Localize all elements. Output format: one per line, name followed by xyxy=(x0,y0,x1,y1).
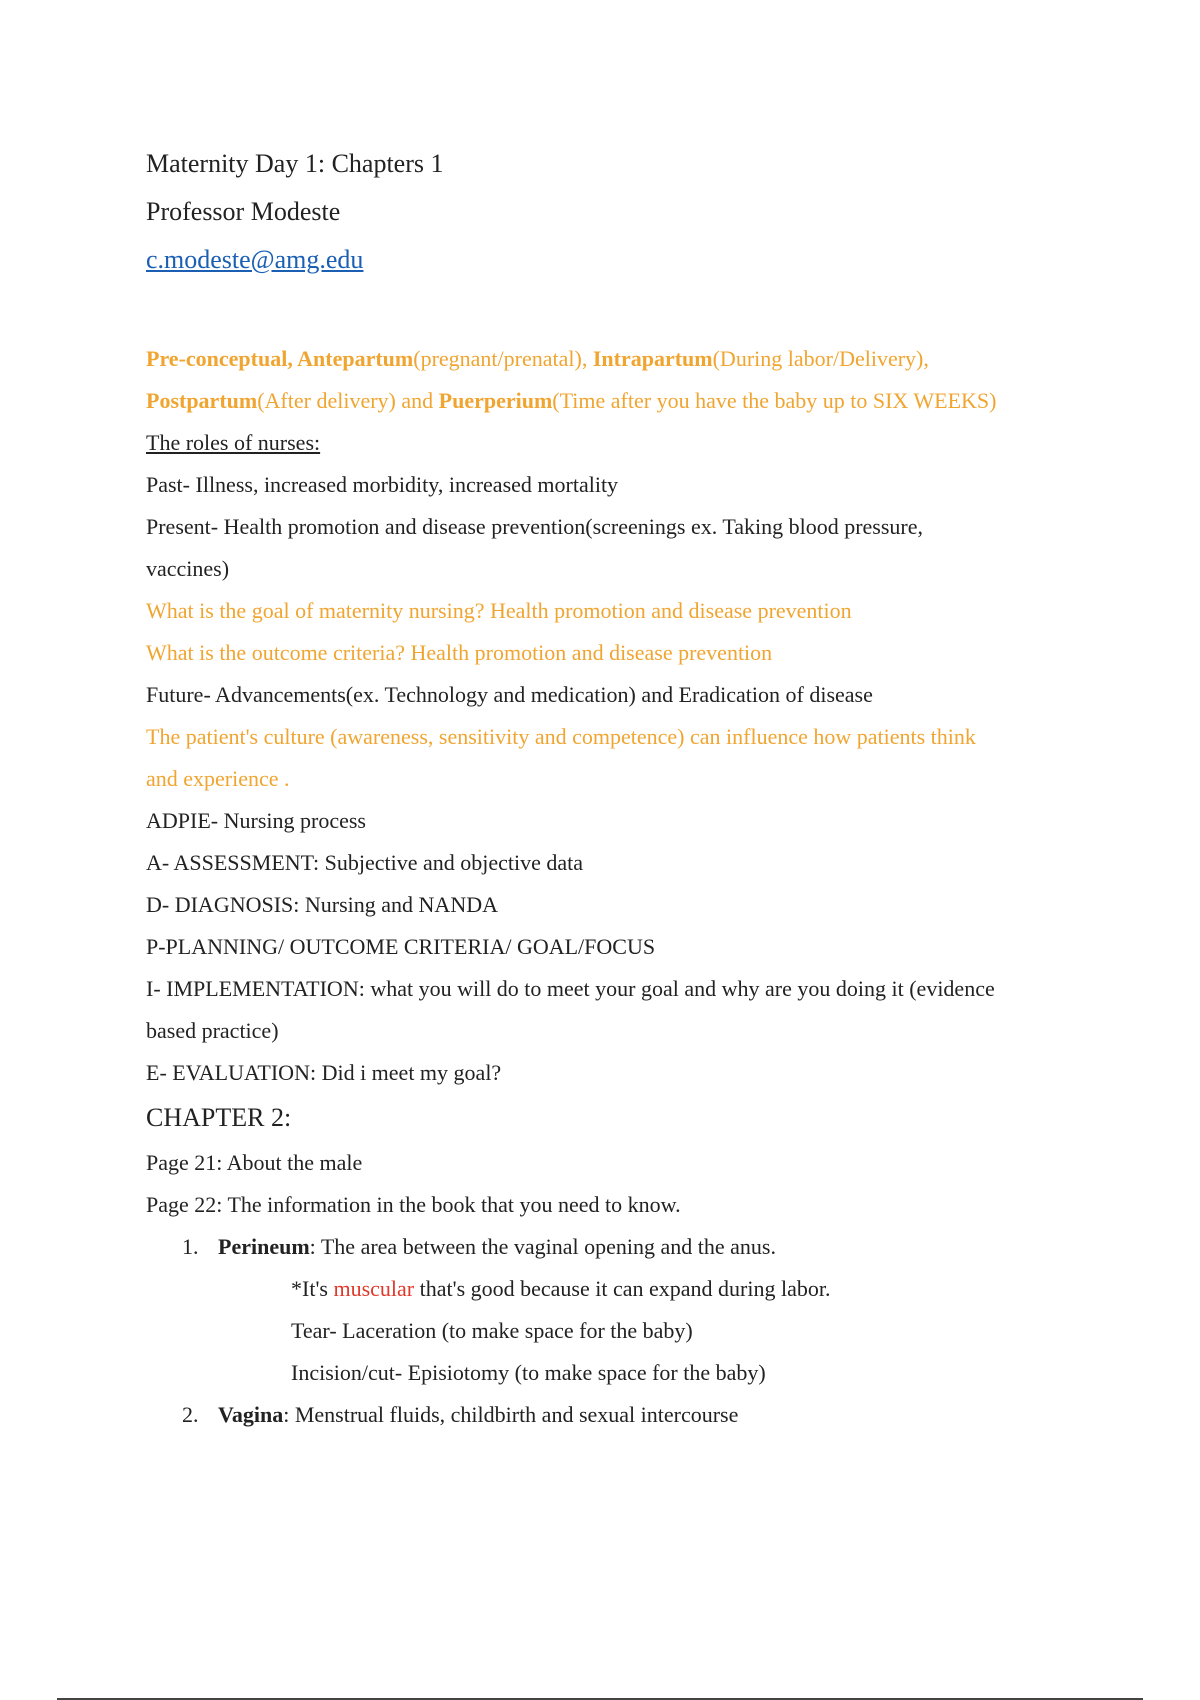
roles-present-2: vaccines) xyxy=(146,556,230,581)
spacer xyxy=(146,284,1106,338)
roles-heading: The roles of nurses: xyxy=(146,430,321,455)
vagina-definition: : Menstrual fluids, childbirth and sexual intercourse xyxy=(283,1402,739,1427)
roles-future: Future- Advancements(ex. Technology and medication) and Eradication of disease xyxy=(146,682,873,707)
roles-goal: What is the goal of maternity nursing? Health promotion and disease prevention xyxy=(146,598,852,623)
perineum-note-tear: Tear- Laceration (to make space for the baby) xyxy=(291,1318,693,1343)
list-item-perineum xyxy=(146,1226,1106,1268)
roles-culture-1: The patient's culture (awareness, sensitivity and competence) can influence how patients think xyxy=(146,724,976,749)
list-number: 2. xyxy=(182,1402,199,1427)
adpie-assessment: A- ASSESSMENT: Subjective and objective data xyxy=(146,850,584,875)
adpie-title: ADPIE- Nursing process xyxy=(146,808,366,833)
adpie-implementation-2: based practice) xyxy=(146,1018,279,1043)
stages-line-2 xyxy=(146,380,1106,422)
note-suffix: that's good because it can expand during labor. xyxy=(414,1276,831,1301)
roles-past: Past- Illness, increased morbidity, increased mortality xyxy=(146,472,619,497)
list-number: 1. xyxy=(182,1234,199,1259)
chapter-2-page22: Page 22: The information in the book that you need to know. xyxy=(146,1192,681,1217)
adpie-evaluation: E- EVALUATION: Did i meet my goal? xyxy=(146,1060,502,1085)
term-vagina: Vagina xyxy=(218,1402,284,1427)
email-link[interactable]: c.modeste@amg.edu xyxy=(146,245,364,274)
roles-outcome: What is the outcome criteria? Health promotion and disease prevention xyxy=(146,640,773,665)
roles-present-1: Present- Health promotion and disease prevention(screenings ex. Taking blood pressure, xyxy=(146,514,924,539)
document-page xyxy=(146,140,1106,1436)
perineum-definition: : The area between the vaginal opening and the anus. xyxy=(309,1234,776,1259)
adpie-diagnosis: D- DIAGNOSIS: Nursing and NANDA xyxy=(146,892,498,917)
perineum-note-incision: Incision/cut- Episiotomy (to make space for the baby) xyxy=(291,1360,766,1385)
stages-line-1 xyxy=(146,338,1106,380)
perineum-note-muscular xyxy=(146,1268,1106,1310)
stage-postpartum: Postpartum xyxy=(146,388,258,413)
roles-culture-2: and experience . xyxy=(146,766,290,791)
stage-puerperium-desc: (Time after you have the baby up to SIX WEEKS) xyxy=(552,388,997,413)
stage-intrapartum-desc: (During labor/Delivery), xyxy=(712,346,929,371)
list-item-vagina xyxy=(146,1394,1106,1436)
chapter-2-heading: CHAPTER 2: xyxy=(146,1103,292,1132)
chapter-2-page21: Page 21: About the male xyxy=(146,1150,363,1175)
stage-sep: , xyxy=(287,346,298,371)
stage-preconceptual: Pre-conceptual xyxy=(146,346,288,371)
note-muscular: muscular xyxy=(333,1276,415,1301)
professor-name: Professor Modeste xyxy=(146,197,341,226)
adpie-planning: P-PLANNING/ OUTCOME CRITERIA/ GOAL/FOCUS xyxy=(146,934,656,959)
term-perineum: Perineum xyxy=(218,1234,310,1259)
stage-antepartum-desc: (pregnant/prenatal), xyxy=(413,346,593,371)
page-title: Maternity Day 1: Chapters 1 xyxy=(146,149,444,178)
stage-postpartum-desc: (After delivery) and xyxy=(257,388,439,413)
stage-puerperium: Puerperium xyxy=(438,388,553,413)
adpie-implementation-1: I- IMPLEMENTATION: what you will do to meet your goal and why are you doing it (evidence xyxy=(146,976,995,1001)
stage-intrapartum: Intrapartum xyxy=(592,346,713,371)
stage-antepartum: Antepartum xyxy=(297,346,414,371)
note-prefix: *It's xyxy=(291,1276,334,1301)
